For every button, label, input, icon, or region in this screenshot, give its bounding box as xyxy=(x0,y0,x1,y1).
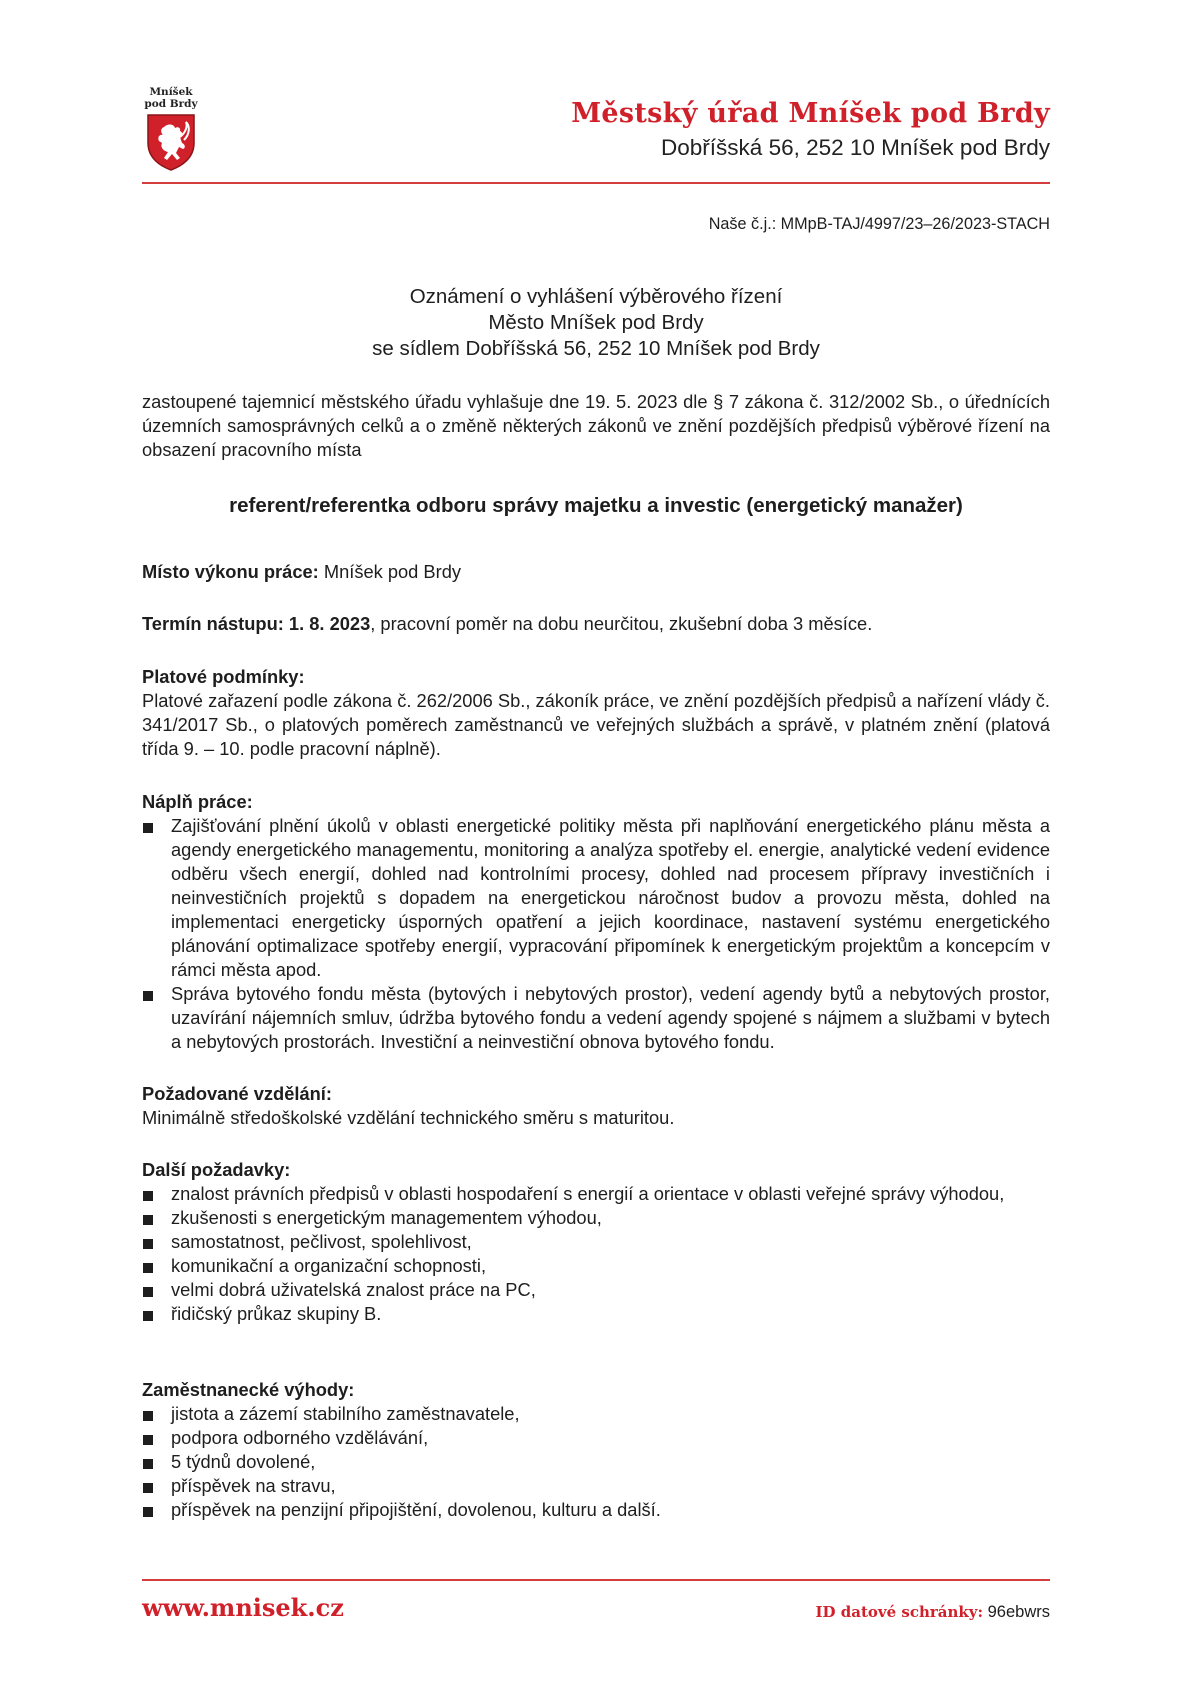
list-item: řidičský průkaz skupiny B. xyxy=(142,1302,1050,1326)
benefits-list xyxy=(142,1402,1050,1522)
list-item: znalost právních předpisů v oblasti hospodaření s energií a orientace v oblasti veřejné správy výhodou, xyxy=(142,1182,1050,1206)
requirements-list xyxy=(142,1182,1050,1326)
office-address: Dobříšská 56, 252 10 Mníšek pod Brdy xyxy=(661,135,1050,160)
announcement-title xyxy=(142,284,1050,362)
office-name: Městský úřad Mníšek pod Brdy xyxy=(571,98,1050,129)
databox-value: 96ebwrs xyxy=(983,1603,1050,1621)
title-line-2: Město Mníšek pod Brdy xyxy=(488,311,704,334)
footer-divider xyxy=(142,1579,1050,1581)
databox-id xyxy=(816,1603,1050,1622)
benefits-label: Zaměstnanecké výhody: xyxy=(142,1379,355,1400)
city-logo xyxy=(140,86,202,171)
list-item: podpora odborného vzdělávání, xyxy=(142,1426,1050,1450)
list-item: velmi dobrá uživatelská znalost práce na PC, xyxy=(142,1278,1050,1302)
salary-label: Platové podmínky: xyxy=(142,666,305,687)
reference-number: Naše č.j.: MMpB-TAJ/4997/23–26/2023-STACH xyxy=(708,215,1050,233)
duties-list xyxy=(142,814,1050,1054)
start-value: , pracovní poměr na dobu neurčitou, zkušební doba 3 měsíce. xyxy=(370,613,873,634)
workplace-line xyxy=(142,560,1050,584)
requirements-section xyxy=(142,1158,1050,1326)
start-line xyxy=(142,612,1050,636)
header-divider xyxy=(142,182,1050,184)
list-item: zkušenosti s energetickým managementem výhodou, xyxy=(142,1206,1050,1230)
list-item: jistota a zázemí stabilního zaměstnavatele, xyxy=(142,1402,1050,1426)
salary-section xyxy=(142,665,1050,761)
education-section xyxy=(142,1082,1050,1130)
list-item: příspěvek na stravu, xyxy=(142,1474,1050,1498)
workplace-label: Místo výkonu práce: xyxy=(142,561,319,582)
logo-text: Mníšek pod Brdy xyxy=(144,86,198,110)
start-label: Termín nástupu: 1. 8. 2023 xyxy=(142,613,371,634)
position-title: referent/referentka odboru správy majetku a investic (energetický manažer) xyxy=(229,494,963,517)
list-item: samostatnost, pečlivost, spolehlivost, xyxy=(142,1230,1050,1254)
benefits-section xyxy=(142,1378,1050,1522)
databox-label: ID datové schránky: xyxy=(815,1603,984,1621)
education-text: Minimálně středoškolské vzdělání technického směru s maturitou. xyxy=(142,1107,675,1128)
intro-paragraph: zastoupené tajemnicí městského úřadu vyhlašuje dne 19. 5. 2023 dle § 7 zákona č. 312/2002 Sb., o úřednících územních samosprávných celků a o změně některých zákonů ve znění pozdějších předpisů výběrové řízení na obsazení pracovního místa xyxy=(142,391,1050,460)
title-line-1: Oznámení o vyhlášení výběrového řízení xyxy=(409,285,783,308)
list-item: Správa bytového fondu města (bytových i nebytových prostor), vedení agendy bytů a nebytových prostor, uzavírání nájemních smluv, údržba bytového fondu a vedení agendy spojené s nájmem a službami v bytech a nebytových prostorách. Investiční a neinvestiční obnova bytového fondu. xyxy=(142,982,1050,1054)
requirements-label: Další požadavky: xyxy=(142,1159,291,1180)
duties-label: Náplň práce: xyxy=(142,791,253,812)
education-label: Požadované vzdělání: xyxy=(142,1083,332,1104)
workplace-value: Mníšek pod Brdy xyxy=(318,561,462,582)
duties-section xyxy=(142,790,1050,1054)
list-item: komunikační a organizační schopnosti, xyxy=(142,1254,1050,1278)
title-line-3: se sídlem Dobříšská 56, 252 10 Mníšek pod Brdy xyxy=(372,337,820,360)
list-item: příspěvek na penzijní připojištění, dovolenou, kulturu a další. xyxy=(142,1498,1050,1522)
salary-text: Platové zařazení podle zákona č. 262/2006 Sb., zákoník práce, ve znění pozdějších předpisů a nařízení vlády č. 341/2017 Sb., o platových poměrech zaměstnanců ve veřejných službách a správě, v platném znění (platová třída 9. – 10. podle pracovní náplně). xyxy=(142,690,1050,759)
coat-of-arms-lion-icon xyxy=(146,113,196,171)
header-office xyxy=(571,96,1050,164)
website-link[interactable]: www.mnisek.cz xyxy=(142,1593,344,1622)
list-item: Zajišťování plnění úkolů v oblasti energetické politiky města při naplňování energetického plánu města a agendy energetického managementu, monitoring a analýza spotřeby el. energie, analytické vedení evidence odběru všech energií, dohled nad kontrolními procesy, dohled nad procesem přípravy investičních i neinvestičních projektů s dopadem na energetickou náročnost budov a provozu města, dohled na implementaci energeticky úsporných opatření a jejich koordinace, nastavení systému energetického plánování optimalizace spotřeby energií, vypracování připomínek k energetickým projektům a koncepcím v rámci města apod. xyxy=(142,814,1050,982)
list-item: 5 týdnů dovolené, xyxy=(142,1450,1050,1474)
